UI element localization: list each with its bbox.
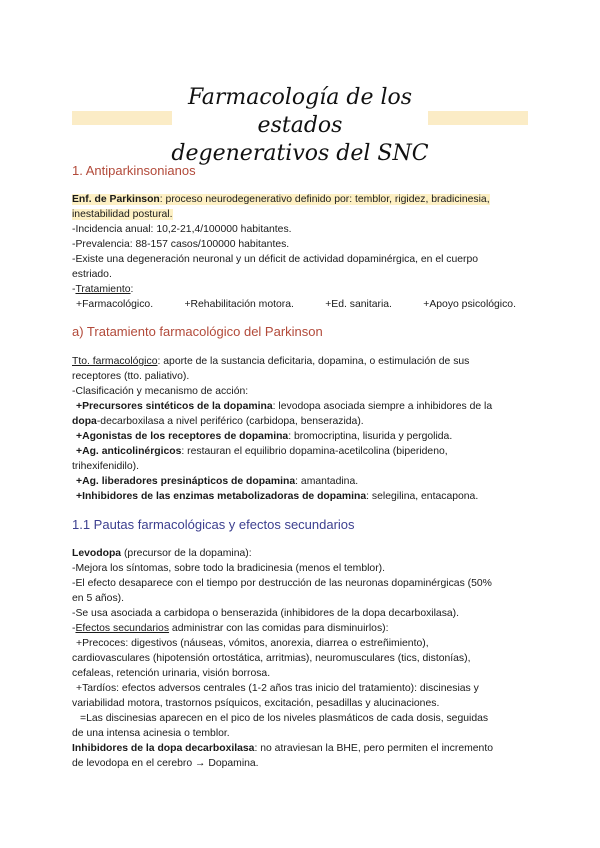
item-anticolinergicos-desc-2: trihexifenidilo). <box>72 461 139 472</box>
item-precursores-dopa: dopa <box>72 416 97 427</box>
parkinson-definition-1: : proceso neurodegenerativo definido por: temblor, rigidez, bradicinesia, <box>159 194 490 205</box>
item-inhibidores: +Inhibidores de las enzimas metabolizadoras de dopamina <box>76 491 367 502</box>
levodopa-line: +Precoces: digestivos (náuseas, vómitos, anorexia, diarrea o estreñimiento), <box>76 638 429 649</box>
item-precursores-desc: : levodopa asociada siempre a inhibidores de la <box>272 401 493 412</box>
levodopa-line: cardiovasculares (hipotensión ortostática, arritmias), neuromusculares (tics, distonías), <box>72 653 471 664</box>
levodopa-line: +Tardíos: efectos adversos centrales (1-2 años tras inicio del tratamiento): discinesias y <box>76 683 479 694</box>
levodopa-line: cefaleas, retención urinaria, visión borrosa. <box>72 668 271 679</box>
classification-line: -Clasificación y mecanismo de acción: <box>72 386 249 397</box>
item-inhibidores-desc: : selegilina, entacapona. <box>366 491 479 502</box>
levodopa-line: en 5 años). <box>72 593 124 604</box>
levodopa-term-desc: (precursor de la dopamina): <box>121 548 252 559</box>
treatment-item: +Rehabilitación motora. <box>184 299 294 310</box>
levodopa-line: -Mejora los síntomas, sobre todo la bradicinesia (menos el temblor). <box>72 563 386 574</box>
section-heading-pautas: 1.1 Pautas farmacológicas y efectos secundarios <box>72 517 355 532</box>
inhibidores-term: Inhibidores de la dopa decarboxilasa <box>72 743 255 754</box>
levodopa-line: -Se usa asociada a carbidopa o benserazida (inhibidores de la dopa decarboxilasa). <box>72 608 460 619</box>
item-anticolinergicos: +Ag. anticolinérgicos <box>76 446 182 457</box>
treatment-label: Tratamiento <box>75 284 131 295</box>
parkinson-block <box>72 192 532 312</box>
treatment-prefix: - <box>72 284 76 295</box>
item-precursores-desc-2: -decarboxilasa a nivel periférico (carbidopa, benserazida). <box>96 416 364 427</box>
side-effects-prefix: - <box>72 623 76 634</box>
treatment-list <box>72 297 516 312</box>
tto-line-2: receptores (tto. paliativo). <box>72 371 190 382</box>
levodopa-line: variabilidad motora, trastornos psíquicos, excitación, pesadillas y alucinaciones. <box>72 698 440 709</box>
item-liberadores-desc: : amantadina. <box>295 476 359 487</box>
treatment-item: +Ed. sanitaria. <box>325 299 392 310</box>
tto-line-1: : aporte de la sustancia deficitaria, dopamina, o estimulación de sus <box>157 356 470 367</box>
treatment-item: +Farmacológico. <box>76 299 154 310</box>
degeneration-line-1: -Existe una degeneración neuronal y un déficit de actividad dopaminérgica, en el cuerpo <box>72 254 479 265</box>
levodopa-line: de una intensa acinesia o temblor. <box>72 728 230 739</box>
item-precursores: +Precursores sintéticos de la dopamina <box>76 401 273 412</box>
title-line-2: degenerativos del SNC <box>171 141 429 166</box>
side-effects-desc: administrar con las comidas para disminuirlos): <box>169 623 389 634</box>
item-anticolinergicos-desc: : restauran el equilibrio dopamina-acetilcolina (biperideno, <box>181 446 448 457</box>
item-agonistas-desc: : bromocriptina, lisurida y pergolida. <box>288 431 453 442</box>
prevalence-line: -Prevalencia: 88-157 casos/100000 habitantes. <box>72 239 290 250</box>
item-agonistas: +Agonistas de los receptores de dopamina <box>76 431 289 442</box>
inhibidores-desc-2: de levodopa en el cerebro → Dopamina. <box>72 758 259 769</box>
levodopa-term: Levodopa <box>72 548 122 559</box>
page-title <box>150 84 450 168</box>
side-effects-label: Efectos secundarios <box>75 623 170 634</box>
section-heading-antiparkinsonianos: 1. Antiparkinsonianos <box>72 163 196 178</box>
item-liberadores: +Ag. liberadores presinápticos de dopamina <box>76 476 296 487</box>
parkinson-term: Enf. de Parkinson <box>72 194 160 205</box>
degeneration-line-2: estriado. <box>72 269 112 280</box>
parkinson-definition-2: inestabilidad postural. <box>72 209 173 220</box>
inhibidores-desc: : no atraviesan la BHE, pero permiten el incremento <box>254 743 493 754</box>
tto-label: Tto. farmacológico <box>72 356 158 367</box>
levodopa-block <box>72 546 532 771</box>
treatment-suffix: : <box>130 284 134 295</box>
levodopa-line: =Las discinesias aparecen en el pico de los niveles plasmáticos de cada dosis, seguidas <box>80 713 489 724</box>
levodopa-line: -El efecto desaparece con el tiempo por destrucción de las neuronas dopaminérgicas (50% <box>72 578 492 589</box>
pharma-block <box>72 354 532 504</box>
title-line-1: Farmacología de los estados <box>187 85 413 138</box>
incidence-line: -Incidencia anual: 10,2-21,4/100000 habitantes. <box>72 224 292 235</box>
section-heading-tratamiento: a) Tratamiento farmacológico del Parkinson <box>72 324 323 339</box>
treatment-item: +Apoyo psicológico. <box>423 299 516 310</box>
